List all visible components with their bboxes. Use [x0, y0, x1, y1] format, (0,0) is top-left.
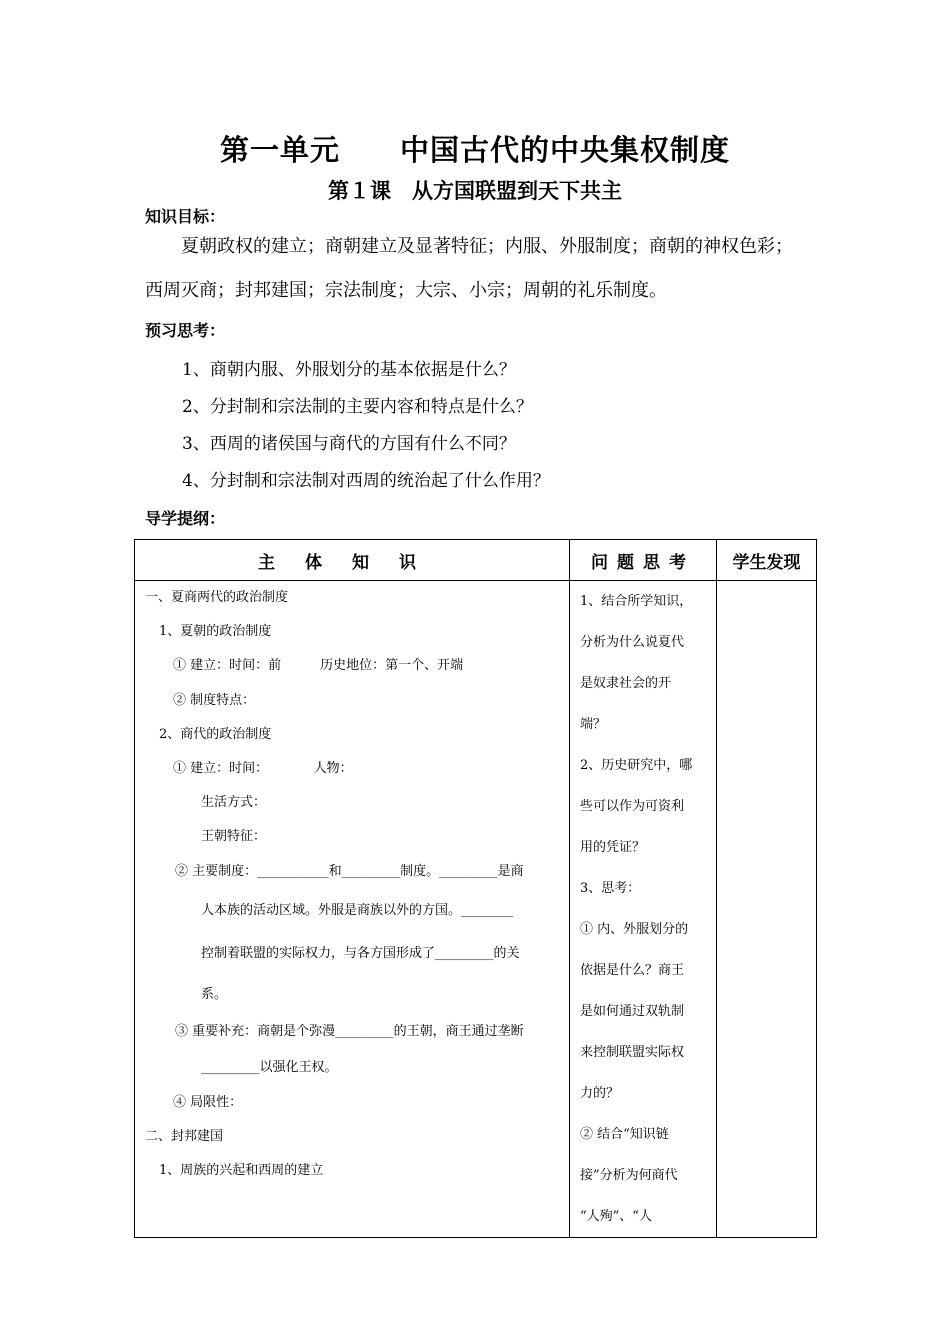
- outline-line: 控制着联盟的实际权力，与各方国形成了_________的关: [201, 945, 520, 961]
- question-line: 3、思考：: [580, 881, 641, 896]
- preview-question-4: 4、分封制和宗法制对西周的统治起了什么作用？: [182, 471, 550, 491]
- question-line: 用的凭证？: [580, 840, 646, 855]
- question-line: 1、结合所学知识，: [580, 594, 693, 609]
- question-line: ② 结合“知识链: [580, 1127, 669, 1142]
- student-findings-cell[interactable]: [717, 581, 817, 1238]
- outline-line: 生活方式：: [201, 795, 267, 811]
- question-line: 2、历史研究中，哪: [580, 758, 693, 773]
- preview-question-1: 1、商朝内服、外服划分的基本依据是什么？: [182, 360, 516, 380]
- outline-line: ② 主要制度：___________和_________制度。_________是商: [175, 863, 524, 879]
- outline-line: 王朝特征：: [201, 829, 267, 845]
- question-line: 力的？: [580, 1086, 620, 1101]
- question-line: 是奴隶社会的开: [580, 676, 672, 691]
- question-line: 来控制联盟实际权: [580, 1045, 685, 1060]
- table-body-row: [135, 581, 817, 1238]
- outline-line: 1、夏朝的政治制度: [159, 624, 272, 640]
- question-line: 接”分析为何商代: [580, 1168, 678, 1183]
- preview-question-2: 2、分封制和宗法制的主要内容和特点是什么？: [182, 397, 533, 417]
- question-line: 是如何通过双轨制: [580, 1004, 685, 1019]
- outline-line: 系。: [201, 986, 228, 1002]
- question-line: 些可以作为可资利: [580, 799, 685, 814]
- question-line: 端？: [580, 717, 607, 732]
- question-line: 分析为什么说夏代: [580, 635, 685, 650]
- question-thinking-cell: [570, 581, 717, 1238]
- outline-line: ① 建立：时间：前 历史地位：第一个、开端: [173, 658, 464, 674]
- table-header-row: [135, 540, 817, 581]
- knowledge-goals-heading: 知识目标：: [145, 207, 226, 226]
- outline-line: ③ 重要补充：商朝是个弥漫_________的王朝，商王通过垄断: [175, 1023, 524, 1039]
- header-student-findings: 学生发现: [717, 540, 817, 581]
- header-main-knowledge: 主体知识: [135, 540, 570, 581]
- preview-heading: 预习思考：: [145, 321, 226, 340]
- preview-question-3: 3、西周的诸侯国与商代的方国有什么不同？: [182, 434, 516, 454]
- outline-line: 2、商代的政治制度: [159, 726, 272, 742]
- lesson-title: 第１课 从方国联盟到天下共主: [328, 179, 622, 203]
- question-line: “人殉”、“人: [580, 1209, 652, 1224]
- header-question-thinking: 问题思考: [570, 540, 717, 581]
- outline-line: 二、封邦建国: [145, 1129, 224, 1145]
- question-line: 依据是什么？商王: [580, 963, 685, 978]
- outline-heading: 导学提纲：: [145, 509, 226, 528]
- knowledge-goals-text: 夏朝政权的建立；商朝建立及显著特征；内服、外服制度；商朝的神权色彩；西周灭商；封邦建国；宗法制度；大宗、小宗；周朝的礼乐制度。: [145, 236, 793, 301]
- question-line: ① 内、外服划分的: [580, 922, 689, 937]
- outline-line: _________以强化王权。: [201, 1059, 338, 1075]
- outline-line: ② 制度特点：: [173, 692, 256, 708]
- outline-line: 人本族的活动区域。外服是商族以外的方国。________: [201, 902, 514, 918]
- outline-table: [134, 539, 817, 1238]
- outline-line: 1、周族的兴起和西周的建立: [159, 1163, 324, 1179]
- outline-line: ④ 局限性：: [173, 1094, 243, 1110]
- outline-line: ① 建立：时间： 人物：: [173, 760, 353, 776]
- outline-line: 一、夏商两代的政治制度: [145, 590, 289, 605]
- main-knowledge-cell: [135, 581, 570, 1238]
- unit-title: 第一单元 中国古代的中央集权制度: [219, 133, 730, 167]
